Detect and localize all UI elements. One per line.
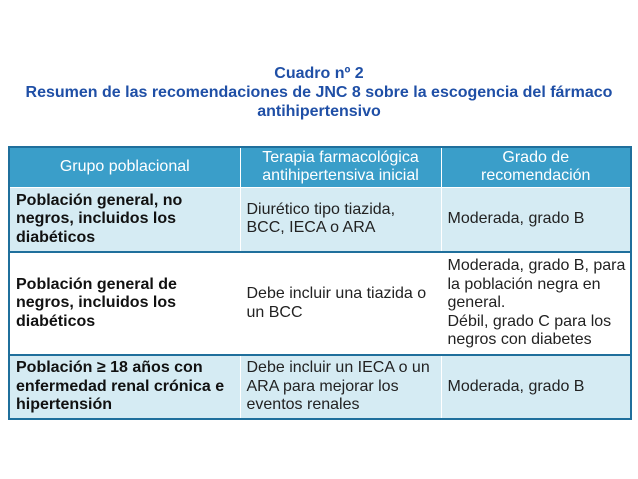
caption-number: Cuadro nº 2 xyxy=(274,65,364,82)
caption-title: Resumen de las recomendaciones de JNC 8 sobre la escogencia del fármaco xyxy=(25,84,613,101)
cell-population-group: Población general de negros, incluidos los diabéticos xyxy=(9,252,240,355)
cell-recommendation-grade: Moderada, grado B xyxy=(441,187,631,252)
cell-recommendation-grade xyxy=(441,252,631,355)
caption-title-continued: antihipertensivo xyxy=(257,103,381,120)
header-recommendation-grade: Grado de recomendación xyxy=(441,147,631,187)
table-header-row xyxy=(9,147,631,187)
header-initial-therapy: Terapia farmacológica antihipertensiva inicial xyxy=(240,147,441,187)
grade-general-note: Moderada, grado B, para la población negra en general. xyxy=(447,257,626,312)
table-row xyxy=(9,187,631,252)
table-caption xyxy=(0,64,638,121)
cell-initial-therapy: Debe incluir una tiazida o un BCC xyxy=(240,252,441,355)
cell-population-group: Población general, no negros, incluidos los diabéticos xyxy=(9,187,240,252)
cell-recommendation-grade: Moderada, grado B xyxy=(441,355,631,419)
cell-population-group: Población ≥ 18 años con enfermedad renal crónica e hipertensión xyxy=(9,355,240,419)
table-row xyxy=(9,355,631,419)
cell-initial-therapy: Debe incluir un IECA o un ARA para mejorar los eventos renales xyxy=(240,355,441,419)
cell-initial-therapy: Diurético tipo tiazida, BCC, IECA o ARA xyxy=(240,187,441,252)
header-population-group: Grupo poblacional xyxy=(9,147,240,187)
grade-diabetes-note: Débil, grado C para los negros con diabetes xyxy=(447,312,612,349)
table-row xyxy=(9,252,631,355)
recommendations-table xyxy=(8,146,632,420)
